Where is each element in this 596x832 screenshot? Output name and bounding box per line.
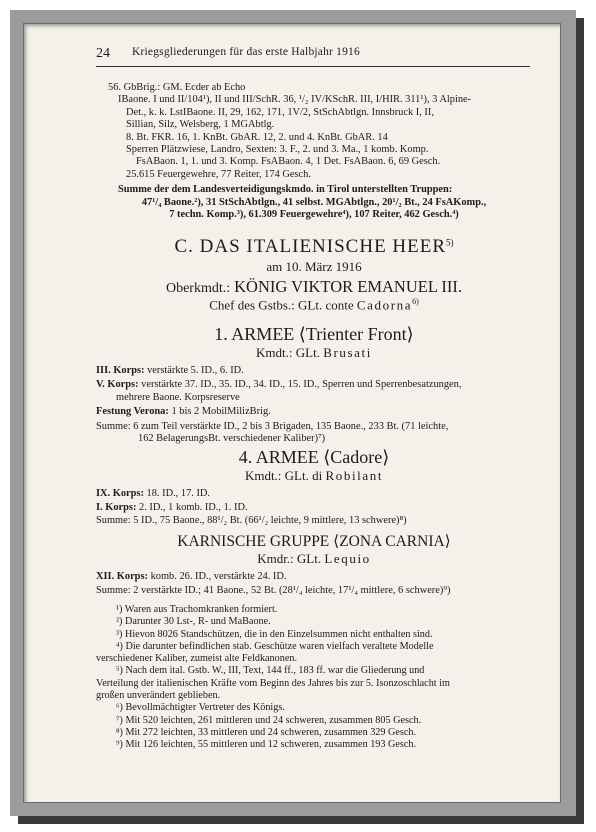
sum-line: 47¹/₄ Baone.²), 31 StSchAbtlgn., 41 selbst. MGAbtlgn., 20¹/₂ Bt., 24 FsAKomp.,: [141, 196, 487, 208]
korps-text: verstärkte 37. ID., 35. ID., 34. ID., 15. ID., Sperren und Sperrenbesatzungen,: [141, 379, 462, 391]
footnote: ⁴) Die darunter befindlichen stab. Geschütze waren vielfach veraltete Modelle: [116, 640, 434, 652]
footnote: ⁷) Mit 520 leichten, 261 mittleren und 24 schweren, zusammen 805 Gesch.: [116, 714, 422, 726]
footnotes: [96, 604, 532, 752]
footnote-cont: verschiedener Kaliber, zumeist alte Feldkanonen.: [96, 653, 297, 665]
summe-line: 162 BelagerungsBt. verschiedener Kaliber)⁷): [138, 433, 326, 445]
footnote-cont: großen unverändert geblieben.: [96, 690, 221, 702]
footnote: ³) Hievon 8026 Standschützen, die in den Einzelsummen nicht enthalten sind.: [116, 628, 433, 640]
text-line: FsABaon. 1, 1. und 3. Komp. FsABaon. 4, 1 Det. FsABaon. 6, 69 Gesch.: [136, 156, 441, 168]
footnote: ¹) Waren aus Trachomkranken formiert.: [116, 604, 278, 615]
summe-line: Summe: 6 zum Teil verstärkte ID., 2 bis 3 Brigaden, 135 Baone., 233 Bt. (71 leichte,: [96, 420, 449, 432]
kmdt-label: Kmdt.: GLt. di: [244, 468, 323, 483]
page-header: [96, 45, 536, 62]
section-title: C. DAS ITALIENISCHE HEER: [174, 236, 447, 257]
armee-title: 1. ARMEE ⟨Trienter Front⟩: [214, 324, 414, 344]
kmdt-label: Kmdt.: GLt.: [256, 345, 320, 360]
tirol-block: [96, 82, 532, 221]
header-rule: [96, 66, 530, 67]
oberkmdt-label: Oberkmdt.:: [165, 281, 231, 296]
summe-line: Summe: 5 ID., 75 Baone., 88¹/₂ Bt. (66¹/₂ leichte, 9 mittlere, 13 schwere)⁸): [96, 514, 407, 526]
summe-line: Summe: 2 verstärkte ID.; 41 Baone., 52 Bt. (28¹/₄ leichte, 17¹/₄ mittlere, 6 schwere)⁹): [96, 585, 451, 597]
brig-line: 56. GbBrig.: GM. Ecder ab Echo: [108, 82, 246, 93]
footnote-cont: Verteilung der italienischen Kräfte vom Beginn des Jahres bis zur 5. Isonzoschlacht im: [96, 677, 450, 689]
korps-label: I. Korps:: [96, 502, 137, 514]
chef-label: Chef des Gstbs.: GLt. conte: [209, 297, 354, 313]
korps-text: komb. 26. ID., verstärkte 24. ID.: [150, 571, 287, 582]
footnote: ⁸) Mit 272 leichten, 33 mittleren und 24 schweren, zusammen 329 Gesch.: [116, 726, 417, 738]
text-line: 25.615 Feuergewehre, 77 Reiter, 174 Gesch.: [126, 168, 311, 180]
text-line: Det., k. k. LstIBaone. II, 29, 162, 171, 1V/2, StSchAbtlgn. Innsbruck I, II,: [126, 106, 434, 118]
korps-label: V. Korps:: [96, 379, 139, 391]
chef-name: Cadorna: [356, 297, 413, 313]
korps-text: verstärkte 5. ID., 6. ID.: [147, 365, 244, 376]
korps-label: IX. Korps:: [96, 488, 144, 499]
korps-text: 2. ID., 1 komb. ID., 1. ID.: [139, 502, 248, 514]
text-line: Sperren Plätzwiese, Landro, Sexten: 3. F., 2. und 3. Ma., 1 komb. Komp.: [126, 144, 429, 156]
page-number: 24: [96, 46, 110, 61]
footnote-ref: 5): [446, 237, 454, 248]
section-heading: [96, 236, 532, 313]
text-line: Sillian, Silz, Welsberg, 1 MGAbtlg.: [126, 119, 275, 131]
running-title: Kriegsgliederungen für das erste Halbjahr 1916: [132, 46, 360, 58]
armee-4: [96, 447, 532, 527]
text-line: 8. Bt. FKR. 16, 1. KnBt. GbAR. 12, 2. und 4. KnBt. GbAR. 14: [126, 131, 388, 143]
footnote-ref: 6): [412, 297, 419, 306]
korps-text: 18. ID., 17. ID.: [146, 488, 211, 499]
footnote: ⁶) Bevollmächtigter Vertreter des Königs.: [116, 702, 285, 714]
kmdt-name: Robilant: [325, 468, 384, 483]
footnote: ⁹) Mit 126 leichten, 55 mittleren und 12 schweren, zusammen 193 Gesch.: [116, 739, 417, 751]
karnische-gruppe: [96, 532, 532, 598]
sum-line: Summe der dem Landesverteidigungskmdo. in Tirol unterstellten Truppen:: [118, 184, 453, 196]
gruppe-title: KARNISCHE GRUPPE ⟨ZONA CARNIA⟩: [177, 533, 451, 550]
korps-label: III. Korps:: [96, 365, 145, 376]
text-line: IBaone. I und II/104¹), II und III/SchR. 36, ¹/₂ IV/KSchR. III, I/HIR. 311¹), 3 Alpine-: [118, 94, 472, 106]
kmdt-label: Kmdr.: GLt.: [257, 551, 322, 566]
kmdt-name: Lequio: [324, 551, 371, 566]
festung-label: Festung Verona:: [96, 406, 169, 418]
footnote: ²) Darunter 30 Lst-, R- und MaBaone.: [116, 616, 271, 628]
korps-text: mehrere Baone. Korpsreserve: [116, 391, 240, 403]
sum-line: 7 techn. Komp.³), 61.309 Feuergewehre⁴), 107 Reiter, 462 Gesch.⁴): [169, 209, 459, 221]
korps-label: XII. Korps:: [96, 571, 148, 582]
kmdt-name: Brusati: [323, 345, 372, 360]
festung-text: 1 bis 2 MobilMilizBrig.: [171, 406, 271, 418]
footnote: ⁵) Nach dem ital. Gstb. W., III, Text, 144 ff., 183 ff. war die Gliederung und: [116, 665, 425, 677]
armee-title: 4. ARMEE ⟨Cadore⟩: [238, 447, 390, 467]
oberkmdt-name: KÖNIG VIKTOR EMANUEL III.: [234, 277, 463, 296]
armee-1: [96, 324, 532, 445]
section-date: am 10. März 1916: [266, 259, 362, 274]
